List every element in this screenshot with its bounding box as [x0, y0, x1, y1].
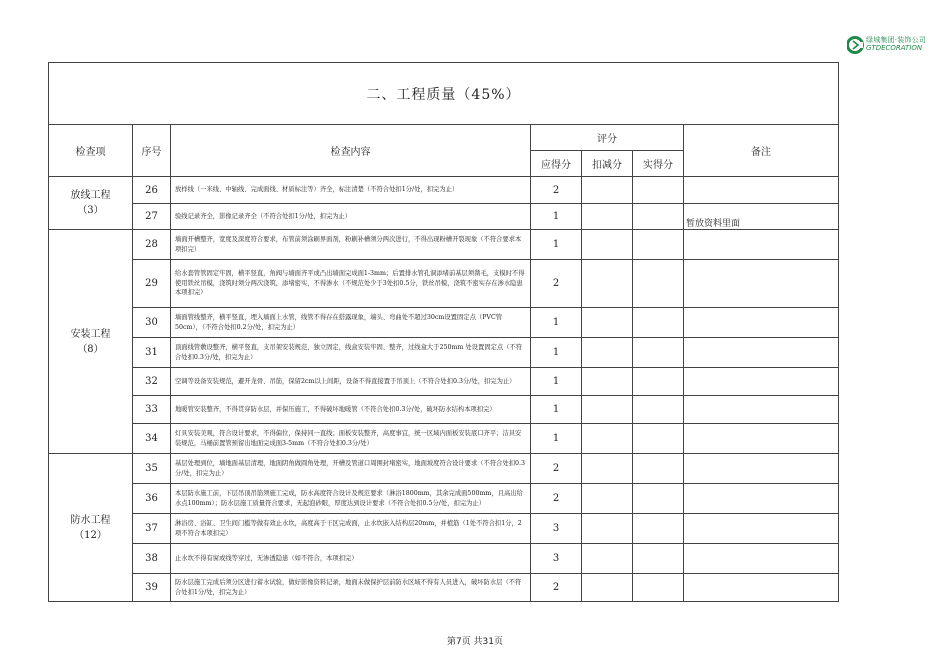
row-should-score: 3	[531, 514, 582, 544]
row-seq: 36	[133, 484, 171, 514]
row-deduct-score[interactable]	[582, 368, 633, 396]
table-row	[49, 260, 839, 308]
row-note[interactable]	[684, 368, 839, 396]
row-should-score: 2	[531, 454, 582, 484]
row-seq: 29	[133, 260, 171, 308]
category-count: （8）	[77, 343, 104, 355]
row-seq: 37	[133, 514, 171, 544]
header-content: 检查内容	[171, 125, 531, 177]
row-content: 给水套管管固定牢固，横平竖直，角阀与墙面齐平或凸出墙面完成面1-3mm；后置排水管孔洞添堵前基层须凿毛，支模时不得使用铁丝吊模，浇筑时须分两次浇筑，添堵密实，不得渗水（不规范处少于3处扣0.5分，铁丝吊模，浇筑不密实存在渗水隐患本项扣完）	[171, 260, 531, 308]
row-deduct-score[interactable]	[582, 544, 633, 574]
row-actual-score[interactable]	[633, 204, 684, 230]
row-content: 顶面线管敷设整齐，横平竖直，支吊架安装规范，独立固定，线盒安装牢固、整齐，过线盒大于250mm 处设置固定点（不符合处扣0.3分/处，扣完为止）	[171, 338, 531, 368]
row-seq: 35	[133, 454, 171, 484]
row-content: 地暖管安装整齐，不得贯穿防水层，并保压施工，不得破坏地暖管（不符合处扣0.3分/处，破坏防水结构本项扣完）	[171, 396, 531, 424]
row-content: 防水层施工完成后须分区进行蓄水试验，做好影像资料记录，地面未做保护层前防水区域不得有人员进入，破坏防水层（不符合处扣1分/处，扣完为止）	[171, 574, 531, 602]
row-deduct-score[interactable]	[582, 260, 633, 308]
category-cell	[49, 454, 133, 602]
row-deduct-score[interactable]	[582, 514, 633, 544]
row-content: 止水坎不得有窗或线等穿过，无渗透隐患（如不符合，本项扣完）	[171, 544, 531, 574]
row-deduct-score[interactable]	[582, 177, 633, 204]
table-row	[49, 514, 839, 544]
row-deduct-score[interactable]	[582, 424, 633, 454]
row-deduct-score[interactable]	[582, 338, 633, 368]
row-actual-score[interactable]	[633, 574, 684, 602]
row-deduct-score[interactable]	[582, 454, 633, 484]
row-content: 验线记录齐全，影像记录齐全（不符合处扣1分/处，扣完为止）	[171, 204, 531, 230]
row-note[interactable]	[684, 260, 839, 308]
row-seq: 38	[133, 544, 171, 574]
row-note[interactable]	[684, 514, 839, 544]
row-note[interactable]	[684, 484, 839, 514]
row-seq: 27	[133, 204, 171, 230]
header-note: 备注	[684, 125, 839, 177]
category-count: （12）	[74, 529, 107, 541]
row-should-score: 2	[531, 484, 582, 514]
row-should-score: 1	[531, 230, 582, 260]
row-note[interactable]	[684, 454, 839, 484]
row-deduct-score[interactable]	[582, 574, 633, 602]
row-note[interactable]	[684, 574, 839, 602]
table-row	[49, 396, 839, 424]
table-row	[49, 368, 839, 396]
row-seq: 32	[133, 368, 171, 396]
header-seq: 序号	[133, 125, 171, 177]
row-note[interactable]	[684, 177, 839, 204]
header-should-score: 应得分	[531, 151, 582, 177]
category-cell	[49, 177, 133, 230]
row-note[interactable]	[684, 424, 839, 454]
row-seq: 30	[133, 308, 171, 338]
row-actual-score[interactable]	[633, 260, 684, 308]
row-note[interactable]	[684, 308, 839, 338]
header-actual-score: 实得分	[633, 151, 684, 177]
row-actual-score[interactable]	[633, 230, 684, 260]
category-name: 防水工程	[70, 514, 111, 526]
row-seq: 34	[133, 424, 171, 454]
row-should-score: 1	[531, 424, 582, 454]
row-seq: 26	[133, 177, 171, 204]
row-should-score: 2	[531, 260, 582, 308]
table-row	[49, 424, 839, 454]
row-should-score: 1	[531, 368, 582, 396]
row-actual-score[interactable]	[633, 484, 684, 514]
category-cell	[49, 230, 133, 454]
row-content: 本层防水施工前，下层吊顶吊筋须施工完成，防水高度符合设计及规范要求（淋浴1800mm，其余完成面500mm，且高出给水点100mm）；防水层施工质量符合要求，无起泡砂眼，厚度达到设计要求（不符合处扣0.5分/处，扣完为止）	[171, 484, 531, 514]
row-deduct-score[interactable]	[582, 484, 633, 514]
row-note[interactable]	[684, 544, 839, 574]
table-row	[49, 308, 839, 338]
row-seq: 31	[133, 338, 171, 368]
header-score-group: 评分	[531, 125, 684, 151]
row-note[interactable]	[684, 230, 839, 260]
row-note[interactable]	[684, 338, 839, 368]
row-note[interactable]	[684, 396, 839, 424]
row-deduct-score[interactable]	[582, 230, 633, 260]
category-count: （3）	[77, 205, 104, 216]
row-seq: 28	[133, 230, 171, 260]
row-content: 墙面开槽整齐，宽度及深度符合要求，布管前须涂刷界面剂，粉刷补槽须分两次进行，不得出现粉槽开裂现象（不符合要求本项扣完）	[171, 230, 531, 260]
table-row	[49, 177, 839, 204]
row-actual-score[interactable]	[633, 396, 684, 424]
row-note[interactable]: 暂放资料里面	[684, 204, 839, 230]
category-name: 安装工程	[70, 328, 111, 340]
table-row	[49, 338, 839, 368]
table-row	[49, 484, 839, 514]
row-should-score: 1	[531, 204, 582, 230]
row-content: 空调等设备安装规范，避开龙骨、吊筋，保留2cm以上间距，设备不得直接置于吊顶上（不符合处扣0.3分/处，扣完为止）	[171, 368, 531, 396]
logo-english-text: GTDECORATION	[866, 44, 923, 52]
row-actual-score[interactable]	[633, 454, 684, 484]
row-actual-score[interactable]	[633, 177, 684, 204]
row-actual-score[interactable]	[633, 308, 684, 338]
row-content: 墙面管线整齐，横平竖直，埋入墙面上水管，线管不得存在搭露现象，端头、弯曲处不超过30cm设置固定点（PVC管50cm），（不符合处扣0.2分/处，扣完为止）	[171, 308, 531, 338]
row-seq: 33	[133, 396, 171, 424]
quality-inspection-table	[48, 62, 839, 602]
row-content: 放样线（一米线、中轴线、完成面线、材质标注等）齐全，标注清楚（不符合处扣1分/处，扣完为止）	[171, 177, 531, 204]
row-content: 灯具安装美观，符合设计要求，不得偏位，保持同一直线；面板安装整齐，高度事宜，统一区域内面板安装底口齐平；洁具安装规范，马桶前置管预留出地面完成面3-5mm（不符合处扣0.3分/处）	[171, 424, 531, 454]
table-row	[49, 544, 839, 574]
row-should-score: 2	[531, 574, 582, 602]
header-item: 检查项	[49, 125, 133, 177]
row-should-score: 1	[531, 396, 582, 424]
logo-chinese-text: 绿城集团·装饰公司	[866, 36, 927, 44]
row-actual-score[interactable]	[633, 338, 684, 368]
row-deduct-score[interactable]	[582, 308, 633, 338]
table-row	[49, 204, 839, 230]
row-actual-score[interactable]	[633, 424, 684, 454]
row-actual-score[interactable]	[633, 514, 684, 544]
category-name: 放线工程	[70, 190, 111, 201]
row-deduct-score[interactable]	[582, 204, 633, 230]
row-should-score: 1	[531, 338, 582, 368]
row-should-score: 1	[531, 308, 582, 338]
row-seq: 39	[133, 574, 171, 602]
table-row	[49, 230, 839, 260]
page-number: 第7页 共31页	[446, 637, 504, 647]
table-row	[49, 574, 839, 602]
header-deduct-score: 扣减分	[582, 151, 633, 177]
row-actual-score[interactable]	[633, 544, 684, 574]
row-should-score: 3	[531, 544, 582, 574]
row-content: 基层处理到位，墙地面基层清理，地面阴角做圆角处理，开槽及管道口周围封堵密实，地面坡度符合设计要求（不符合处扣0.3分/处，扣完为止）	[171, 454, 531, 484]
row-deduct-score[interactable]	[582, 396, 633, 424]
table-title: 二、工程质量（45%）	[49, 63, 839, 125]
row-content: 淋浴房、浴缸、卫生间门槛等做有效止水坎，高度高于干区完成面，止水坎嵌入结构层20mm，并植筋（1处不符合扣1分，2项不符合本项扣完）	[171, 514, 531, 544]
row-actual-score[interactable]	[633, 368, 684, 396]
table-row	[49, 454, 839, 484]
row-should-score: 2	[531, 177, 582, 204]
